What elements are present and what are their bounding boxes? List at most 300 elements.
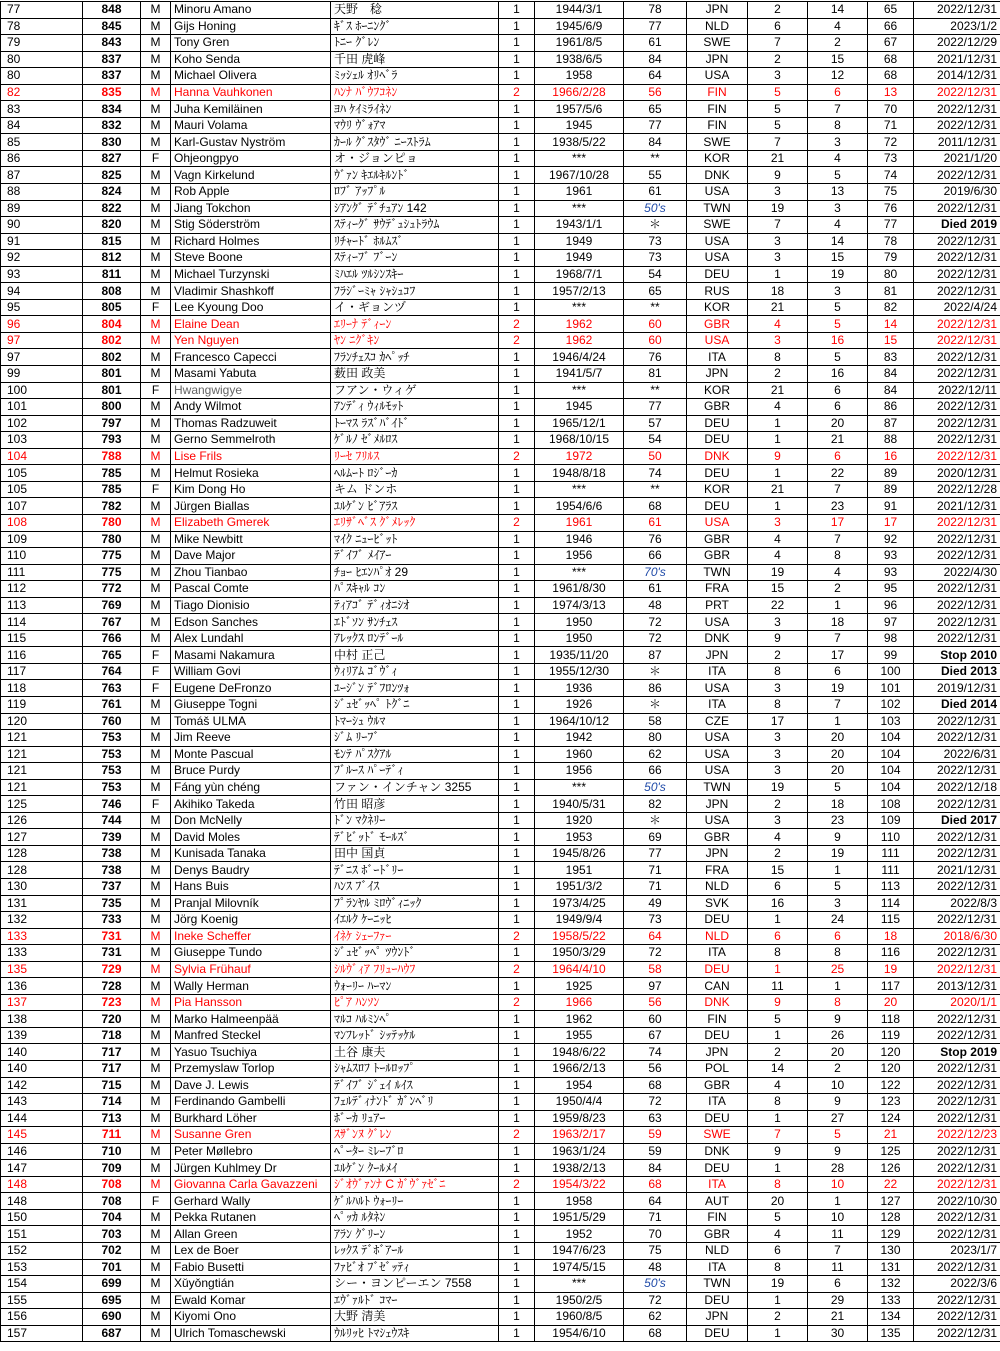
sex-cell: M bbox=[141, 101, 171, 118]
code-cell: 717 bbox=[83, 1044, 141, 1061]
birth-cell: 1926 bbox=[535, 696, 624, 713]
date-cell: 2022/12/31 bbox=[914, 415, 1000, 432]
birth-cell: 1943/1/1 bbox=[535, 217, 624, 234]
rank-cell: 80 bbox=[1, 68, 83, 85]
sex-cell: M bbox=[141, 134, 171, 151]
age-cell: 54 bbox=[624, 432, 687, 449]
country-cell: FIN bbox=[687, 1209, 748, 1226]
age-cell: 77 bbox=[624, 845, 687, 862]
birth-cell: 1963/2/17 bbox=[535, 1127, 624, 1144]
kana-cell: ﾌﾗﾝﾁｪｽｺ ｶﾍﾟｯﾁ bbox=[331, 349, 499, 366]
sex-cell: M bbox=[141, 730, 171, 747]
rank-cell: 100 bbox=[1, 382, 83, 399]
code-cell: 812 bbox=[83, 250, 141, 267]
country-rank-cell: 2 bbox=[748, 51, 808, 68]
code-cell: 703 bbox=[83, 1226, 141, 1243]
country-sub-cell: 23 bbox=[808, 812, 868, 829]
rank-cell: 136 bbox=[1, 978, 83, 995]
rank-cell: 128 bbox=[1, 862, 83, 879]
rank-cell: 102 bbox=[1, 415, 83, 432]
code-cell: 690 bbox=[83, 1309, 141, 1326]
code-cell: 764 bbox=[83, 663, 141, 680]
sex-cell: M bbox=[141, 994, 171, 1011]
table-row bbox=[1, 1176, 1000, 1193]
sex-cell: M bbox=[141, 945, 171, 962]
name-cell: Hanna Vauhkonen bbox=[171, 84, 331, 101]
count-cell: 1 bbox=[499, 1061, 535, 1078]
sex-cell: M bbox=[141, 862, 171, 879]
group-rank-cell: 20 bbox=[868, 994, 914, 1011]
age-cell: 97 bbox=[624, 978, 687, 995]
country-rank-cell: 9 bbox=[748, 1143, 808, 1160]
country-sub-cell: 7 bbox=[808, 101, 868, 118]
country-rank-cell: 1 bbox=[748, 1110, 808, 1127]
table-row bbox=[1, 84, 1000, 101]
date-cell: 2022/12/31 bbox=[914, 200, 1000, 217]
rank-cell: 153 bbox=[1, 1259, 83, 1276]
table-row bbox=[1, 763, 1000, 780]
group-rank-cell: 95 bbox=[868, 581, 914, 598]
country-sub-cell: 7 bbox=[808, 696, 868, 713]
count-cell: 2 bbox=[499, 316, 535, 333]
rank-cell: 142 bbox=[1, 1077, 83, 1094]
table-row bbox=[1, 1110, 1000, 1127]
country-sub-cell: 4 bbox=[808, 150, 868, 167]
country-sub-cell: 16 bbox=[808, 366, 868, 383]
group-rank-cell: 68 bbox=[868, 51, 914, 68]
country-rank-cell: 6 bbox=[748, 928, 808, 945]
group-rank-cell: 101 bbox=[868, 680, 914, 697]
code-cell: 832 bbox=[83, 117, 141, 134]
name-cell: Masami Nakamura bbox=[171, 647, 331, 664]
age-cell: 64 bbox=[624, 68, 687, 85]
kana-cell: ﾄｰﾏｽ ﾗｽﾞﾊﾞｲﾄﾞ bbox=[331, 415, 499, 432]
date-cell: Died 2019 bbox=[914, 217, 1000, 234]
rank-cell: 109 bbox=[1, 531, 83, 548]
birth-cell: 1961/8/5 bbox=[535, 35, 624, 52]
birth-cell: *** bbox=[535, 200, 624, 217]
code-cell: 708 bbox=[83, 1193, 141, 1210]
group-rank-cell: 123 bbox=[868, 1094, 914, 1111]
country-sub-cell: 9 bbox=[808, 1143, 868, 1160]
group-rank-cell: 83 bbox=[868, 349, 914, 366]
name-cell: David Moles bbox=[171, 829, 331, 846]
age-cell: ** bbox=[624, 299, 687, 316]
country-rank-cell: 1 bbox=[748, 498, 808, 515]
sex-cell: M bbox=[141, 84, 171, 101]
code-cell: 753 bbox=[83, 763, 141, 780]
birth-cell: 1945/8/26 bbox=[535, 845, 624, 862]
table-row bbox=[1, 35, 1000, 52]
name-cell: Alex Lundahl bbox=[171, 630, 331, 647]
country-sub-cell: 5 bbox=[808, 779, 868, 796]
group-rank-cell: 111 bbox=[868, 862, 914, 879]
table-row bbox=[1, 150, 1000, 167]
group-rank-cell: 76 bbox=[868, 200, 914, 217]
country-rank-cell: 8 bbox=[748, 1259, 808, 1276]
rank-cell: 84 bbox=[1, 117, 83, 134]
group-rank-cell: 86 bbox=[868, 399, 914, 416]
country-sub-cell: 6 bbox=[808, 382, 868, 399]
country-cell: DNK bbox=[687, 448, 748, 465]
sex-cell: M bbox=[141, 696, 171, 713]
birth-cell: 1958 bbox=[535, 1193, 624, 1210]
name-cell: Jörg Koenig bbox=[171, 912, 331, 929]
name-cell: Zhou Tianbao bbox=[171, 564, 331, 581]
birth-cell: 1948/6/22 bbox=[535, 1044, 624, 1061]
country-cell: NLD bbox=[687, 928, 748, 945]
sex-cell: M bbox=[141, 779, 171, 796]
table-row bbox=[1, 647, 1000, 664]
kana-cell: ﾍﾟｰﾀｰ ﾐﾚｰﾌﾞﾛ bbox=[331, 1143, 499, 1160]
code-cell: 772 bbox=[83, 581, 141, 598]
date-cell: 2022/12/31 bbox=[914, 1094, 1000, 1111]
table-row bbox=[1, 1077, 1000, 1094]
date-cell: 2022/12/31 bbox=[914, 796, 1000, 813]
kana-cell: ﾃﾞｲﾌﾞ ﾒｲｱｰ bbox=[331, 548, 499, 565]
country-sub-cell: 7 bbox=[808, 481, 868, 498]
kana-cell: 田中 国貞 bbox=[331, 845, 499, 862]
rank-cell: 77 bbox=[1, 2, 83, 19]
birth-cell: 1954/6/10 bbox=[535, 1325, 624, 1342]
name-cell: Vladimir Shashkoff bbox=[171, 283, 331, 300]
country-cell: FIN bbox=[687, 1011, 748, 1028]
age-cell: 61 bbox=[624, 581, 687, 598]
kana-cell: ﾖﾊ ｹｲﾐﾗｲﾈﾝ bbox=[331, 101, 499, 118]
group-rank-cell: 93 bbox=[868, 564, 914, 581]
country-rank-cell: 1 bbox=[748, 432, 808, 449]
kana-cell: ﾃｨｱｺﾞ ﾃﾞｨｵﾆｼｵ bbox=[331, 597, 499, 614]
rank-cell: 92 bbox=[1, 250, 83, 267]
name-cell: Gerno Semmelroth bbox=[171, 432, 331, 449]
birth-cell: 1956 bbox=[535, 548, 624, 565]
kana-cell: ﾘｰｾ ﾌﾘﾙｽ bbox=[331, 448, 499, 465]
sex-cell: F bbox=[141, 1193, 171, 1210]
rank-cell: 79 bbox=[1, 35, 83, 52]
age-cell: 56 bbox=[624, 1061, 687, 1078]
table-row bbox=[1, 465, 1000, 482]
age-cell: 68 bbox=[624, 1077, 687, 1094]
group-rank-cell: 104 bbox=[868, 763, 914, 780]
age-cell: 81 bbox=[624, 366, 687, 383]
group-rank-cell: 119 bbox=[868, 1027, 914, 1044]
birth-cell: 1959/8/23 bbox=[535, 1110, 624, 1127]
kana-cell: ﾏﾝﾌﾚｯﾄﾞ ｼｯﾃｯｹﾙ bbox=[331, 1027, 499, 1044]
code-cell: 744 bbox=[83, 812, 141, 829]
sex-cell: M bbox=[141, 1176, 171, 1193]
date-cell: 2019/6/30 bbox=[914, 184, 1000, 201]
sex-cell: F bbox=[141, 796, 171, 813]
birth-cell: 1962 bbox=[535, 1011, 624, 1028]
table-row bbox=[1, 1143, 1000, 1160]
kana-cell: ﾎﾞｰｶ ﾘｭｱｰ bbox=[331, 1110, 499, 1127]
count-cell: 1 bbox=[499, 1325, 535, 1342]
kana-cell: ﾐｯｼｪﾙ ｵﾘﾍﾞﾗ bbox=[331, 68, 499, 85]
sex-cell: M bbox=[141, 217, 171, 234]
kana-cell: ファン・インチャン 3255 bbox=[331, 779, 499, 796]
table-row bbox=[1, 366, 1000, 383]
rank-cell: 154 bbox=[1, 1276, 83, 1293]
name-cell: Steve Boone bbox=[171, 250, 331, 267]
sex-cell: M bbox=[141, 1243, 171, 1260]
date-cell: 2022/12/31 bbox=[914, 1160, 1000, 1177]
country-cell: CAN bbox=[687, 978, 748, 995]
country-cell: GBR bbox=[687, 1226, 748, 1243]
kana-cell: ｼﾙｳﾞｨｱ ﾌﾘｭｰﾊｳﾌ bbox=[331, 961, 499, 978]
age-cell: 58 bbox=[624, 713, 687, 730]
count-cell: 1 bbox=[499, 1094, 535, 1111]
sex-cell: M bbox=[141, 283, 171, 300]
date-cell: 2022/12/31 bbox=[914, 829, 1000, 846]
country-rank-cell: 3 bbox=[748, 763, 808, 780]
table-row bbox=[1, 101, 1000, 118]
country-rank-cell: 3 bbox=[748, 233, 808, 250]
group-rank-cell: 75 bbox=[868, 184, 914, 201]
country-rank-cell: 1 bbox=[748, 1292, 808, 1309]
count-cell: 1 bbox=[499, 945, 535, 962]
table-row bbox=[1, 283, 1000, 300]
name-cell: Susanne Gren bbox=[171, 1127, 331, 1144]
country-rank-cell: 8 bbox=[748, 663, 808, 680]
code-cell: 797 bbox=[83, 415, 141, 432]
kana-cell: ｴｳﾞｧﾙﾄﾞ ｺﾏｰ bbox=[331, 1292, 499, 1309]
count-cell: 2 bbox=[499, 961, 535, 978]
country-sub-cell: 22 bbox=[808, 465, 868, 482]
group-rank-cell: 92 bbox=[868, 531, 914, 548]
code-cell: 753 bbox=[83, 746, 141, 763]
table-row bbox=[1, 961, 1000, 978]
date-cell: 2022/12/31 bbox=[914, 531, 1000, 548]
country-sub-cell: 8 bbox=[808, 117, 868, 134]
age-cell: 73 bbox=[624, 912, 687, 929]
count-cell: 1 bbox=[499, 1209, 535, 1226]
date-cell: 2022/12/31 bbox=[914, 763, 1000, 780]
age-cell: 59 bbox=[624, 1127, 687, 1144]
sex-cell: M bbox=[141, 614, 171, 631]
country-cell: JPN bbox=[687, 647, 748, 664]
sex-cell: M bbox=[141, 167, 171, 184]
country-cell: USA bbox=[687, 614, 748, 631]
table-row bbox=[1, 399, 1000, 416]
table-row bbox=[1, 1094, 1000, 1111]
rank-cell: 114 bbox=[1, 614, 83, 631]
table-row bbox=[1, 878, 1000, 895]
birth-cell: *** bbox=[535, 481, 624, 498]
sex-cell: M bbox=[141, 1027, 171, 1044]
name-cell: Richard Holmes bbox=[171, 233, 331, 250]
group-rank-cell: 18 bbox=[868, 928, 914, 945]
country-rank-cell: 19 bbox=[748, 564, 808, 581]
country-rank-cell: 1 bbox=[748, 266, 808, 283]
sex-cell: M bbox=[141, 548, 171, 565]
rank-cell: 130 bbox=[1, 878, 83, 895]
rank-cell: 155 bbox=[1, 1292, 83, 1309]
group-rank-cell: 111 bbox=[868, 845, 914, 862]
table-row bbox=[1, 415, 1000, 432]
rank-cell: 89 bbox=[1, 200, 83, 217]
country-sub-cell: 1 bbox=[808, 862, 868, 879]
name-cell: William Govi bbox=[171, 663, 331, 680]
age-cell: 67 bbox=[624, 1027, 687, 1044]
table-row bbox=[1, 117, 1000, 134]
kana-cell: ﾃﾞﾆｽ ﾎﾞｰﾄﾞﾘｰ bbox=[331, 862, 499, 879]
name-cell: Giuseppe Togni bbox=[171, 696, 331, 713]
count-cell: 1 bbox=[499, 465, 535, 482]
date-cell: 2022/6/31 bbox=[914, 746, 1000, 763]
date-cell: 2022/12/31 bbox=[914, 730, 1000, 747]
country-sub-cell: 13 bbox=[808, 184, 868, 201]
country-sub-cell: 28 bbox=[808, 1160, 868, 1177]
group-rank-cell: 91 bbox=[868, 498, 914, 515]
age-cell: 61 bbox=[624, 184, 687, 201]
date-cell: 2023/1/2 bbox=[914, 18, 1000, 35]
country-cell: ITA bbox=[687, 349, 748, 366]
date-cell: 2022/12/31 bbox=[914, 597, 1000, 614]
birth-cell: 1964/4/10 bbox=[535, 961, 624, 978]
name-cell: Mauri Volama bbox=[171, 117, 331, 134]
count-cell: 1 bbox=[499, 730, 535, 747]
country-cell: USA bbox=[687, 812, 748, 829]
group-rank-cell: 67 bbox=[868, 35, 914, 52]
kana-cell: 薮田 政美 bbox=[331, 366, 499, 383]
table-row bbox=[1, 779, 1000, 796]
country-cell: FRA bbox=[687, 862, 748, 879]
count-cell: 1 bbox=[499, 763, 535, 780]
country-rank-cell: 5 bbox=[748, 1209, 808, 1226]
date-cell: 2022/12/31 bbox=[914, 167, 1000, 184]
age-cell: 80 bbox=[624, 730, 687, 747]
group-rank-cell: 93 bbox=[868, 548, 914, 565]
country-sub-cell: 4 bbox=[808, 217, 868, 234]
country-sub-cell: 8 bbox=[808, 945, 868, 962]
sex-cell: M bbox=[141, 498, 171, 515]
country-rank-cell: 5 bbox=[748, 84, 808, 101]
count-cell: 1 bbox=[499, 266, 535, 283]
date-cell: 2022/4/30 bbox=[914, 564, 1000, 581]
group-rank-cell: 102 bbox=[868, 696, 914, 713]
kana-cell: ﾍﾟｯｶ ﾙﾀﾈﾝ bbox=[331, 1209, 499, 1226]
kana-cell: フアン・ウィゲ bbox=[331, 382, 499, 399]
code-cell: 837 bbox=[83, 68, 141, 85]
code-cell: 820 bbox=[83, 217, 141, 234]
code-cell: 827 bbox=[83, 150, 141, 167]
birth-cell: 1955 bbox=[535, 1027, 624, 1044]
country-rank-cell: 2 bbox=[748, 647, 808, 664]
count-cell: 1 bbox=[499, 217, 535, 234]
code-cell: 695 bbox=[83, 1292, 141, 1309]
name-cell: Karl-Gustav Nyström bbox=[171, 134, 331, 151]
count-cell: 1 bbox=[499, 812, 535, 829]
table-row bbox=[1, 597, 1000, 614]
country-sub-cell: 15 bbox=[808, 250, 868, 267]
age-cell: 50's bbox=[624, 1276, 687, 1293]
age-cell: 72 bbox=[624, 1292, 687, 1309]
date-cell: 2022/12/31 bbox=[914, 117, 1000, 134]
count-cell: 1 bbox=[499, 1077, 535, 1094]
date-cell: 2022/12/23 bbox=[914, 1127, 1000, 1144]
country-sub-cell: 20 bbox=[808, 1044, 868, 1061]
age-cell: 48 bbox=[624, 1259, 687, 1276]
rank-cell: 107 bbox=[1, 498, 83, 515]
country-sub-cell: 5 bbox=[808, 349, 868, 366]
group-rank-cell: 133 bbox=[868, 1292, 914, 1309]
date-cell: 2022/12/31 bbox=[914, 845, 1000, 862]
sex-cell: M bbox=[141, 845, 171, 862]
date-cell: 2022/12/31 bbox=[914, 1011, 1000, 1028]
country-rank-cell: 8 bbox=[748, 696, 808, 713]
name-cell: Hwangwigye bbox=[171, 382, 331, 399]
group-rank-cell: 87 bbox=[868, 415, 914, 432]
date-cell: 2022/12/31 bbox=[914, 878, 1000, 895]
sex-cell: M bbox=[141, 1061, 171, 1078]
group-rank-cell: 131 bbox=[868, 1259, 914, 1276]
count-cell: 1 bbox=[499, 581, 535, 598]
code-cell: 834 bbox=[83, 101, 141, 118]
rank-cell: 95 bbox=[1, 299, 83, 316]
birth-cell: 1946 bbox=[535, 531, 624, 548]
group-rank-cell: 104 bbox=[868, 746, 914, 763]
sex-cell: M bbox=[141, 415, 171, 432]
date-cell: 2020/1/1 bbox=[914, 994, 1000, 1011]
country-cell: POL bbox=[687, 1061, 748, 1078]
count-cell: 2 bbox=[499, 1127, 535, 1144]
sex-cell: F bbox=[141, 663, 171, 680]
country-rank-cell: 19 bbox=[748, 779, 808, 796]
code-cell: 765 bbox=[83, 647, 141, 664]
group-rank-cell: 84 bbox=[868, 366, 914, 383]
age-cell: ＊ bbox=[624, 217, 687, 234]
group-rank-cell: 80 bbox=[868, 266, 914, 283]
country-rank-cell: 3 bbox=[748, 812, 808, 829]
code-cell: 702 bbox=[83, 1243, 141, 1260]
group-rank-cell: 103 bbox=[868, 713, 914, 730]
date-cell: 2022/8/3 bbox=[914, 895, 1000, 912]
country-sub-cell: 20 bbox=[808, 730, 868, 747]
kana-cell: ｽﾃｨｰｸﾞ ｻｳﾃﾞｭｼｭﾄﾗｳﾑ bbox=[331, 217, 499, 234]
group-rank-cell: 110 bbox=[868, 829, 914, 846]
kana-cell: シー・ヨンピーエン 7558 bbox=[331, 1276, 499, 1293]
country-sub-cell: 9 bbox=[808, 829, 868, 846]
country-rank-cell: 6 bbox=[748, 1243, 808, 1260]
table-row bbox=[1, 51, 1000, 68]
birth-cell: 1936 bbox=[535, 680, 624, 697]
kana-cell: ﾊﾝﾅ ﾊﾞｳﾌｺﾈﾝ bbox=[331, 84, 499, 101]
group-rank-cell: 118 bbox=[868, 1011, 914, 1028]
age-cell: 50's bbox=[624, 779, 687, 796]
country-sub-cell: 5 bbox=[808, 167, 868, 184]
date-cell: 2022/12/31 bbox=[914, 84, 1000, 101]
date-cell: 2022/12/31 bbox=[914, 1292, 1000, 1309]
sex-cell: M bbox=[141, 184, 171, 201]
sex-cell: M bbox=[141, 2, 171, 19]
age-cell: 73 bbox=[624, 250, 687, 267]
sex-cell: M bbox=[141, 961, 171, 978]
sex-cell: M bbox=[141, 1094, 171, 1111]
kana-cell: オ・ジョンピョ bbox=[331, 150, 499, 167]
country-sub-cell: 18 bbox=[808, 614, 868, 631]
date-cell: 2022/12/31 bbox=[914, 1325, 1000, 1342]
country-cell: USA bbox=[687, 184, 748, 201]
count-cell: 1 bbox=[499, 1110, 535, 1127]
count-cell: 1 bbox=[499, 184, 535, 201]
kana-cell: ﾚｯｸｽ ﾃﾞﾎﾞｱｰﾙ bbox=[331, 1243, 499, 1260]
country-rank-cell: 1 bbox=[748, 415, 808, 432]
birth-cell: 1957/5/6 bbox=[535, 101, 624, 118]
date-cell: 2022/12/28 bbox=[914, 481, 1000, 498]
date-cell: 2022/12/11 bbox=[914, 382, 1000, 399]
name-cell: Kiyomi Ono bbox=[171, 1309, 331, 1326]
country-cell: CZE bbox=[687, 713, 748, 730]
